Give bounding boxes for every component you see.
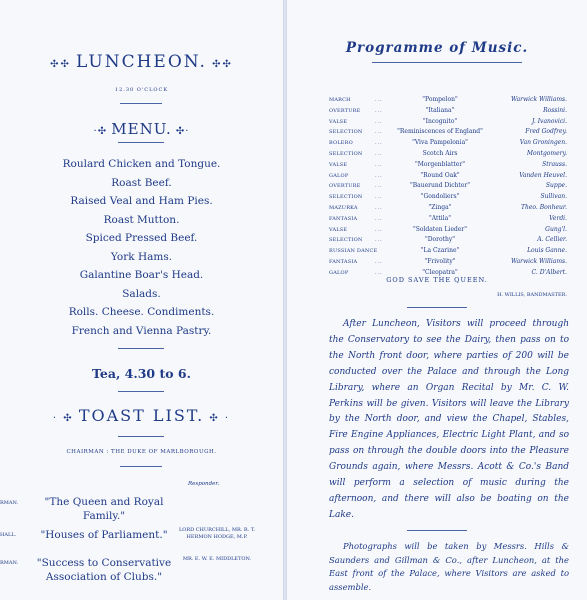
programme-piece: "Viva Pampelonia" — [412, 139, 468, 147]
ornament-icon: ✣✣ — [50, 59, 77, 70]
programme-row — [329, 160, 567, 171]
toast-text: "Houses of Parliament." — [40, 529, 168, 541]
programme-composer: Warwick Williams. — [510, 257, 567, 265]
leader-dots: ... — [375, 172, 383, 179]
chairman-line: CHAIRMAN : THE DUKE OF MARLBOROUGH. — [66, 449, 217, 455]
leader-dots: ... — [375, 118, 383, 125]
menu-list — [0, 155, 283, 340]
programme-type: VALSE — [329, 161, 348, 168]
leader-dots: ... — [375, 129, 383, 136]
menu-item: York Hams. — [110, 250, 173, 263]
programme-row — [329, 95, 567, 106]
programme-type: RUSSIAN DANCE — [329, 248, 378, 255]
programme-type: MAZURKA — [329, 204, 358, 211]
programme-composer: Suppe. — [545, 182, 567, 190]
divider — [118, 436, 164, 437]
programme-piece: "Incognito" — [422, 117, 458, 125]
programme-row — [329, 246, 567, 257]
programme-composer: Vanden Heuvel. — [519, 171, 567, 179]
toast-text: "The Queen and Royal Family." — [44, 496, 164, 522]
programme-piece: "Zinga" — [428, 203, 452, 211]
programme-piece: "La Czarine" — [420, 247, 460, 255]
luncheon-time: 12.30 O'CLOCK — [114, 87, 169, 93]
tea-time: Tea, 4.30 to 6. — [92, 366, 191, 381]
programme-type: SELECTION — [329, 194, 363, 201]
programme-row — [329, 225, 567, 236]
programme-type: BOLERO — [329, 140, 353, 147]
programme-type: VALSE — [329, 226, 348, 233]
leader-dots: ... — [375, 215, 383, 222]
bandmaster: H. WILLIS, BANDMASTER. — [497, 292, 567, 298]
programme-composer: Gung'l. — [545, 225, 567, 233]
menu-item: Galantine Boar's Head. — [79, 269, 204, 281]
divider — [407, 307, 467, 308]
god-save-the-queen: GOD SAVE THE QUEEN. — [386, 276, 488, 284]
programme-piece: Scotch Airs — [422, 149, 458, 157]
leader-dots: ... — [375, 204, 383, 211]
programme-row — [329, 106, 567, 117]
programme-composer: Van Groningen. — [519, 139, 567, 147]
programme-composer: Theo. Bonheur. — [520, 203, 567, 211]
ornament-icon: · ✣ — [52, 413, 79, 424]
menu-item: French and Vienna Pastry. — [71, 324, 212, 337]
programme-type: FANTASIA — [329, 215, 358, 222]
programme-piece: "Italiana" — [425, 106, 455, 114]
divider — [118, 391, 164, 392]
leader-dots: ... — [375, 150, 383, 157]
programme-piece: "Frivolity" — [424, 257, 456, 265]
programme-row — [329, 127, 567, 138]
leader-dots: ... — [375, 237, 383, 244]
programme-row — [329, 214, 567, 225]
programme-composer: Montgomery. — [526, 149, 567, 157]
programme-row — [329, 138, 567, 149]
programme-piece: "Gondoliers" — [420, 193, 460, 201]
programme-type: GALOP — [329, 269, 349, 276]
programme-composer: Sullivan. — [540, 193, 567, 201]
toast-title: TOAST LIST. — [78, 406, 205, 425]
programme-type: SELECTION — [329, 150, 363, 157]
programme-piece: "Bauerund Dichter" — [409, 182, 471, 190]
programme-type: SELECTION — [329, 129, 363, 136]
leader-dots: ... — [375, 97, 383, 103]
programme-piece: "Reminiscences of England" — [397, 128, 483, 136]
leader-dots: ... — [375, 194, 383, 201]
menu-title: MENU. — [111, 120, 172, 138]
ornament-icon: ✣✣ — [206, 59, 233, 70]
visitors-paragraph: After Luncheon, Visitors will proceed through the Conservatory to see the Dairy, then pass on to the North front door, where parties of 200 will be conducted over the Palace and through the Long Library, where an Organ Recital by Mr. C. W. Perkins will be given. Visitors will leave the Library by the North door, and view the Chapel, Stables, Fire Engine Appliances, Electric Light Plant, and so pass on through the double doors into the Pleasure Grounds again, where Messrs. Acott & Co.'s Band will perform a selection of music during the afternoon, and there will also be boating on the Lake. — [329, 319, 569, 520]
menu-item: Roast Mutton. — [103, 213, 180, 226]
programme-row — [329, 235, 567, 246]
divider — [120, 466, 162, 467]
programme-composer: A. Cellier. — [537, 236, 567, 244]
toast-heading — [0, 406, 283, 425]
programme-composer: Louis Ganne. — [527, 247, 567, 255]
programme-row — [329, 149, 567, 160]
menu-item: Roulard Chicken and Tongue. — [62, 158, 221, 170]
photographs-paragraph: Photographs will be taken by Messrs. Hills & Saunders and Gillman & Co., after Luncheon, at the East front of the Palace, where Visitors are asked to assemble. — [329, 541, 569, 592]
toast-proposer: RMAN. — [0, 500, 19, 506]
programme-piece: "Soldaten Lieder" — [412, 225, 468, 233]
programme-piece: "Round Oak" — [420, 171, 460, 179]
ornament-icon: ·✣ — [93, 126, 112, 137]
programme-composer: Rossini. — [543, 106, 567, 114]
leader-dots: ... — [375, 107, 383, 114]
programme-row — [329, 203, 567, 214]
programme-list — [329, 95, 567, 279]
menu-item: Raised Veal and Ham Pies. — [70, 195, 213, 207]
programme-type: MARCH — [329, 97, 351, 103]
divider — [118, 348, 164, 349]
left-page — [0, 0, 283, 600]
programme-piece: "Pompelon" — [422, 96, 458, 103]
programme-row — [329, 171, 567, 182]
leader-dots: ... — [375, 140, 383, 147]
luncheon-title: LUNCHEON. — [76, 52, 207, 72]
leader-dots: ... — [375, 269, 383, 276]
toast-responder: MR. E. W. E. MIDDLETON. — [182, 556, 252, 562]
menu-item: Salads. — [122, 287, 161, 300]
programme-piece: "Morgenblatter" — [415, 160, 465, 168]
divider — [120, 103, 162, 104]
programme-row — [329, 117, 567, 128]
programme-row — [329, 192, 567, 203]
toast-text: "Success to Conservative Association of Clubs." — [36, 557, 172, 583]
toast-proposer: RMAN. — [0, 560, 19, 566]
responder-header: Responder. — [188, 481, 220, 487]
programme-type: OVERTURE — [329, 183, 361, 190]
programme-type: FANTASIA — [329, 258, 358, 265]
programme-composer: J. Ivanovici. — [531, 117, 567, 125]
ornament-icon: ✣· — [171, 126, 190, 137]
programme-piece: "Cleopatra" — [422, 268, 458, 276]
leader-dots: ... — [375, 161, 383, 168]
menu-item: Spiced Pressed Beef. — [85, 232, 198, 244]
programme-composer: Warwick Williams. — [510, 96, 567, 103]
programme-composer: Strauss. — [542, 160, 567, 168]
divider — [372, 62, 522, 63]
divider — [407, 530, 467, 531]
luncheon-heading — [0, 52, 283, 72]
programme-type: SELECTION — [329, 237, 363, 244]
programme-type: VALSE — [329, 118, 348, 125]
right-page — [287, 0, 587, 600]
toast-proposer: HALL. — [0, 532, 17, 538]
ornament-icon: ✣ · — [204, 413, 231, 424]
leader-dots: ... — [375, 226, 383, 233]
programme-row — [329, 257, 567, 268]
programme-type: OVERTURE — [329, 107, 361, 114]
programme-composer: C. D'Albert. — [531, 268, 567, 276]
leader-dots: ... — [375, 183, 383, 190]
programme-composer: Fred Godfrey. — [525, 128, 567, 136]
programme-piece: "Attila" — [429, 214, 451, 222]
programme-piece: "Dorothy" — [424, 236, 456, 244]
leader-dots: ... — [375, 258, 383, 265]
menu-item: Rolls. Cheese. Condiments. — [68, 306, 215, 318]
programme-type: GALOP — [329, 172, 349, 179]
programme-row — [329, 181, 567, 192]
menu-heading — [0, 120, 283, 138]
toast-responder: LORD CHURCHILL, MR. R. T. HERMON HODGE, M.P. — [178, 527, 256, 540]
programme-composer: Verdi. — [549, 214, 567, 222]
divider — [118, 142, 164, 143]
programme-title: Programme of Music. — [345, 40, 529, 56]
menu-item: Roast Beef. — [111, 176, 172, 189]
